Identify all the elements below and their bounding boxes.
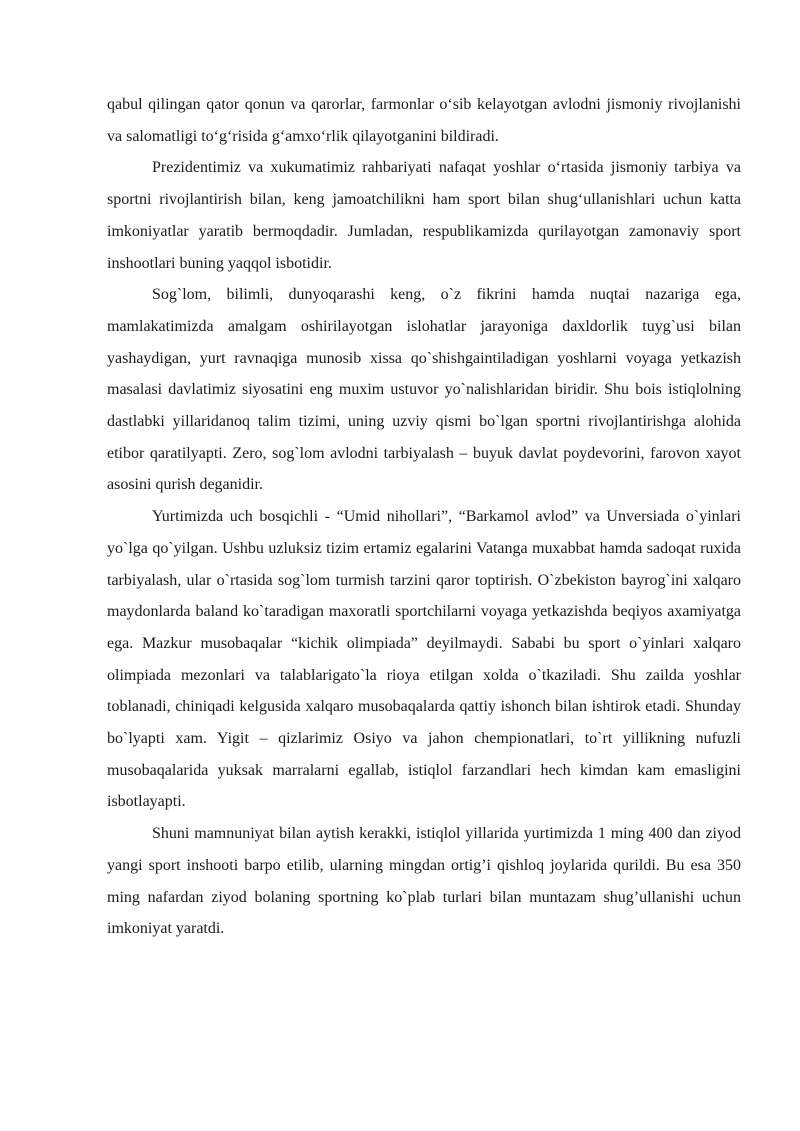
paragraph-sport-development: Prezidentimiz va xukumatimiz rahbariyati nafaqat yoshlar o‘rtasida jismoniy tarbiya va sportni rivojlantirish bilan, keng jamoatchilikni ham sport bilan shug‘ullanishlari uchun katta imkoniyatlar yaratib bermoqdadir. Jumladan, respublikamizda qurilayotgan zamonaviy sport inshootlari buning yaqqol isbotidir. [107,159,741,272]
paragraph-continuation: qabul qilingan qator qonun va qarorlar, farmonlar o‘sib kelayotgan avlodni jismoniy rivojlanishi va salomatligi to‘g‘risida g‘amxo‘rlik qilayotganini bildiradi. [107,96,741,145]
document-body [107,89,741,945]
paragraph-three-stage-games: Yurtimizda uch bosqichli - “Umid nihollari”, “Barkamol avlod” va Unversiada o`yinlari yo`lga qo`yilgan. Ushbu uzluksiz tizim ertamiz egalarini Vatanga muxabbat hamda sadoqat ruxida tarbiyalash, ular o`rtasida sog`lom turmish tarzini qaror toptirish. O`zbekiston bayrog`ini xalqaro maydonlarda baland ko`taradigan maxoratli sportchilarni voyaga yetkazishda beqiyos axamiyatga ega. Mazkur musobaqalar “kichik olimpiada” deyilmaydi. Sababi bu sport o`yinlari xalqaro olimpiada mezonlari va talablarigato`la rioya etilgan xolda o`tkaziladi. Shu zailda yoshlar toblanadi, chiniqadi kelgusida xalqaro musobaqalarda qattiy ishonch bilan ishtirok etadi. Shunday bo`lyapti xam. Yigit – qizlarimiz Osiyo va jahon chempionatlari, to`rt yillikning nufuzli musobaqalarida yuksak marralarni egallab, istiqlol farzandlari hech kimdan kam emasligini isbotlayapti. [107,508,741,811]
paragraph-sport-facilities: Shuni mamnuniyat bilan aytish kerakki, istiqlol yillarida yurtimizda 1 ming 400 dan ziyod yangi sport inshooti barpo etilib, ularning mingdan ortig’i qishloq joylarida qurildi. Bu esa 350 ming nafardan ziyod bolaning sportning ko`plab turlari bilan muntazam shug’ullanishi uchun imkoniyat yaratdi. [107,825,741,938]
paragraph-healthy-generation: Sog`lom, bilimli, dunyoqarashi keng, o`z fikrini hamda nuqtai nazariga ega, mamlakatimizda amalgam oshirilayotgan islohatlar jarayoniga daxldorlik tuyg`usi bilan yashaydigan, yurt ravnaqiga munosib xissa qo`shishgaintiladigan yoshlarni voyaga yetkazish masalasi davlatimiz siyosatini eng muxim ustuvor yo`nalishlaridan biridir. Shu bois istiqlolning dastlabki yillaridanoq talim tizimi, uning uzviy qismi bo`lgan sportni rivojlantirishga alohida etibor qaratilyapti. Zero, sog`lom avlodni tarbiyalash – buyuk davlat poydevorini, farovon xayot asosini qurish deganidir. [107,286,741,494]
